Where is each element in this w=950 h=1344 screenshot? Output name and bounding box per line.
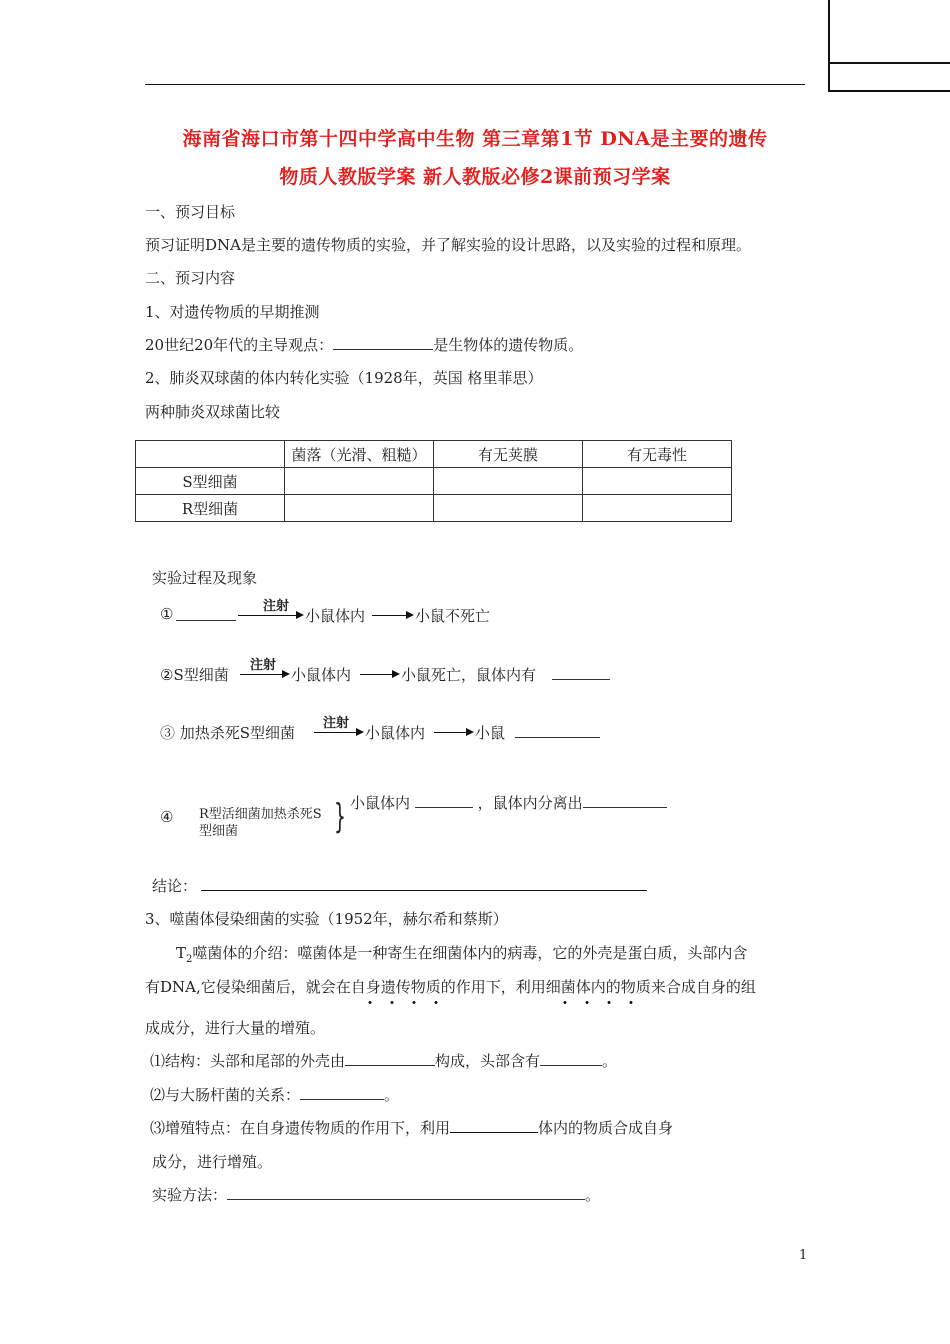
phage-intro-2e: 来合成自身的组 bbox=[650, 978, 756, 996]
table-header-cell bbox=[136, 441, 285, 468]
question-2 bbox=[150, 1084, 399, 1105]
table-cell[interactable] bbox=[583, 495, 732, 522]
question-1 bbox=[150, 1050, 617, 1071]
item1-text bbox=[145, 334, 583, 355]
phage-heading: 3、噬菌体侵染细菌的实验（1952年，赫尔希和蔡斯） bbox=[145, 910, 508, 928]
page-number: 1 bbox=[799, 1248, 808, 1263]
table-row-label: R型细菌 bbox=[136, 495, 285, 522]
q2-pre: ⑵与大肠杆菌的关系： bbox=[150, 1086, 301, 1104]
step4-desc-line2: 型细菌 bbox=[199, 824, 239, 839]
header-rule bbox=[145, 84, 805, 85]
step4-number: ④ bbox=[160, 808, 174, 826]
item1-text-post: 是生物体的遗传物质。 bbox=[433, 336, 584, 354]
table-cell[interactable] bbox=[583, 468, 732, 495]
item1-blank[interactable] bbox=[333, 334, 433, 350]
arrow bbox=[434, 732, 472, 733]
q3-pre: ⑶增殖特点：在自身遗传物质的作用下，利用 bbox=[150, 1119, 451, 1137]
inject-arrow bbox=[238, 615, 302, 616]
q2-post: 。 bbox=[384, 1086, 400, 1104]
table-cell[interactable] bbox=[434, 468, 583, 495]
table-row bbox=[136, 495, 732, 522]
phage-intro-text-1: 噬菌体的介绍：噬菌体是一种寄生在细菌体内的病毒，它的外壳是蛋白质，头部内含 bbox=[192, 944, 748, 962]
item1-text-pre: 20世纪20年代的主导观点： bbox=[145, 336, 334, 354]
step1-end: 小鼠不死亡 bbox=[415, 607, 491, 625]
phage-t-letter: T bbox=[176, 944, 187, 962]
step3-mid: 小鼠体内 bbox=[365, 724, 426, 742]
method-label: 实验方法： bbox=[152, 1186, 228, 1204]
step2-start: ②S型细菌 bbox=[160, 666, 229, 684]
inject-label: 注射 bbox=[323, 716, 350, 731]
step4-result-pre: 小鼠体内 bbox=[350, 794, 411, 812]
table-header-cell: 有无毒性 bbox=[583, 441, 732, 468]
step4-result bbox=[350, 792, 667, 813]
step3-blank[interactable] bbox=[515, 722, 600, 738]
table-cell[interactable] bbox=[434, 495, 583, 522]
q1-mid: 构成，头部含有 bbox=[435, 1052, 541, 1070]
document-title-line-2: 物质人教版学案 新人教版必修2课前预习学案 bbox=[279, 166, 671, 188]
inject-arrow bbox=[240, 674, 288, 675]
inject-label: 注射 bbox=[250, 658, 277, 673]
step4-blank-1[interactable] bbox=[415, 792, 473, 808]
step2-mid: 小鼠体内 bbox=[291, 666, 352, 684]
step4-desc-line1: R型活细菌加热杀死S bbox=[199, 807, 322, 822]
conclusion-label: 结论： bbox=[152, 877, 198, 895]
arrow bbox=[360, 674, 398, 675]
method-post: 。 bbox=[585, 1186, 601, 1204]
inject-arrow bbox=[314, 732, 362, 733]
step4-result-mid: ，鼠体内分离出 bbox=[477, 794, 583, 812]
q3-blank[interactable] bbox=[450, 1117, 538, 1133]
step1-blank[interactable] bbox=[176, 605, 236, 621]
experiment-heading: 实验过程及现象 bbox=[152, 569, 258, 587]
phage-intro-line-1 bbox=[176, 942, 747, 965]
step1-mid: 小鼠体内 bbox=[305, 607, 366, 625]
phage-intro-line-2 bbox=[145, 976, 756, 997]
table-header-row bbox=[136, 441, 732, 468]
content-heading: 二、预习内容 bbox=[145, 269, 236, 287]
step4-blank-2[interactable] bbox=[583, 792, 667, 808]
table-header-cell: 有无荚膜 bbox=[434, 441, 583, 468]
table-cell[interactable] bbox=[285, 468, 434, 495]
step2-blank[interactable] bbox=[552, 664, 610, 680]
q1-pre: ⑴结构：头部和尾部的外壳由 bbox=[150, 1052, 346, 1070]
phage-subscript: 2 bbox=[186, 954, 193, 965]
item2-subheading: 两种肺炎双球菌比较 bbox=[145, 403, 281, 421]
item1-heading: 1、对遗传物质的早期推测 bbox=[145, 303, 320, 321]
q1-blank-1[interactable] bbox=[345, 1050, 435, 1066]
table-cell[interactable] bbox=[285, 495, 434, 522]
phage-intro-line-3: 成成分，进行大量的增殖。 bbox=[145, 1019, 326, 1037]
corner-box bbox=[828, 0, 950, 92]
question-3 bbox=[150, 1117, 673, 1138]
corner-box-divider bbox=[830, 62, 950, 64]
item2-heading: 2、肺炎双球菌的体内转化实验（1928年，英国 格里菲思） bbox=[145, 369, 543, 387]
bacteria-comparison-table bbox=[135, 440, 732, 522]
goal-heading: 一、预习目标 bbox=[145, 203, 236, 221]
brace-icon: } bbox=[334, 797, 346, 837]
q1-post: 。 bbox=[602, 1052, 618, 1070]
question-3-line-2: 成分，进行增殖。 bbox=[152, 1153, 273, 1171]
table-header-cell: 菌落（光滑、粗糙） bbox=[285, 441, 434, 468]
phage-intro-emphasis-1: 自身遗传物质 bbox=[350, 978, 441, 996]
phage-intro-2c: 的作用下，利用 bbox=[440, 978, 546, 996]
inject-label: 注射 bbox=[263, 599, 290, 614]
experiment-method bbox=[152, 1184, 600, 1205]
conclusion bbox=[152, 875, 647, 896]
step3-start: ③ 加热杀死S型细菌 bbox=[160, 724, 296, 742]
goal-text: 预习证明DNA是主要的遗传物质的实验，并了解实验的设计思路，以及实验的过程和原理。 bbox=[145, 236, 751, 254]
phage-intro-2a: 有DNA,它侵染细菌后，就会在 bbox=[145, 978, 351, 996]
q2-blank[interactable] bbox=[300, 1084, 384, 1100]
conclusion-blank[interactable] bbox=[201, 875, 647, 891]
q3-post: 体内的物质合成自身 bbox=[538, 1119, 674, 1137]
step3-end: 小鼠 bbox=[475, 724, 506, 742]
step1-number: ① bbox=[160, 605, 174, 623]
step2-end: 小鼠死亡，鼠体内有 bbox=[401, 666, 537, 684]
q1-blank-2[interactable] bbox=[540, 1050, 602, 1066]
table-row-label: S型细菌 bbox=[136, 468, 285, 495]
document-title-line-1: 海南省海口市第十四中学高中生物 第三章第1节 DNA是主要的遗传 bbox=[182, 128, 768, 150]
method-blank[interactable] bbox=[227, 1184, 585, 1200]
phage-intro-emphasis-2: 细菌体内的物质 bbox=[545, 978, 651, 996]
table-row bbox=[136, 468, 732, 495]
arrow bbox=[372, 615, 412, 616]
